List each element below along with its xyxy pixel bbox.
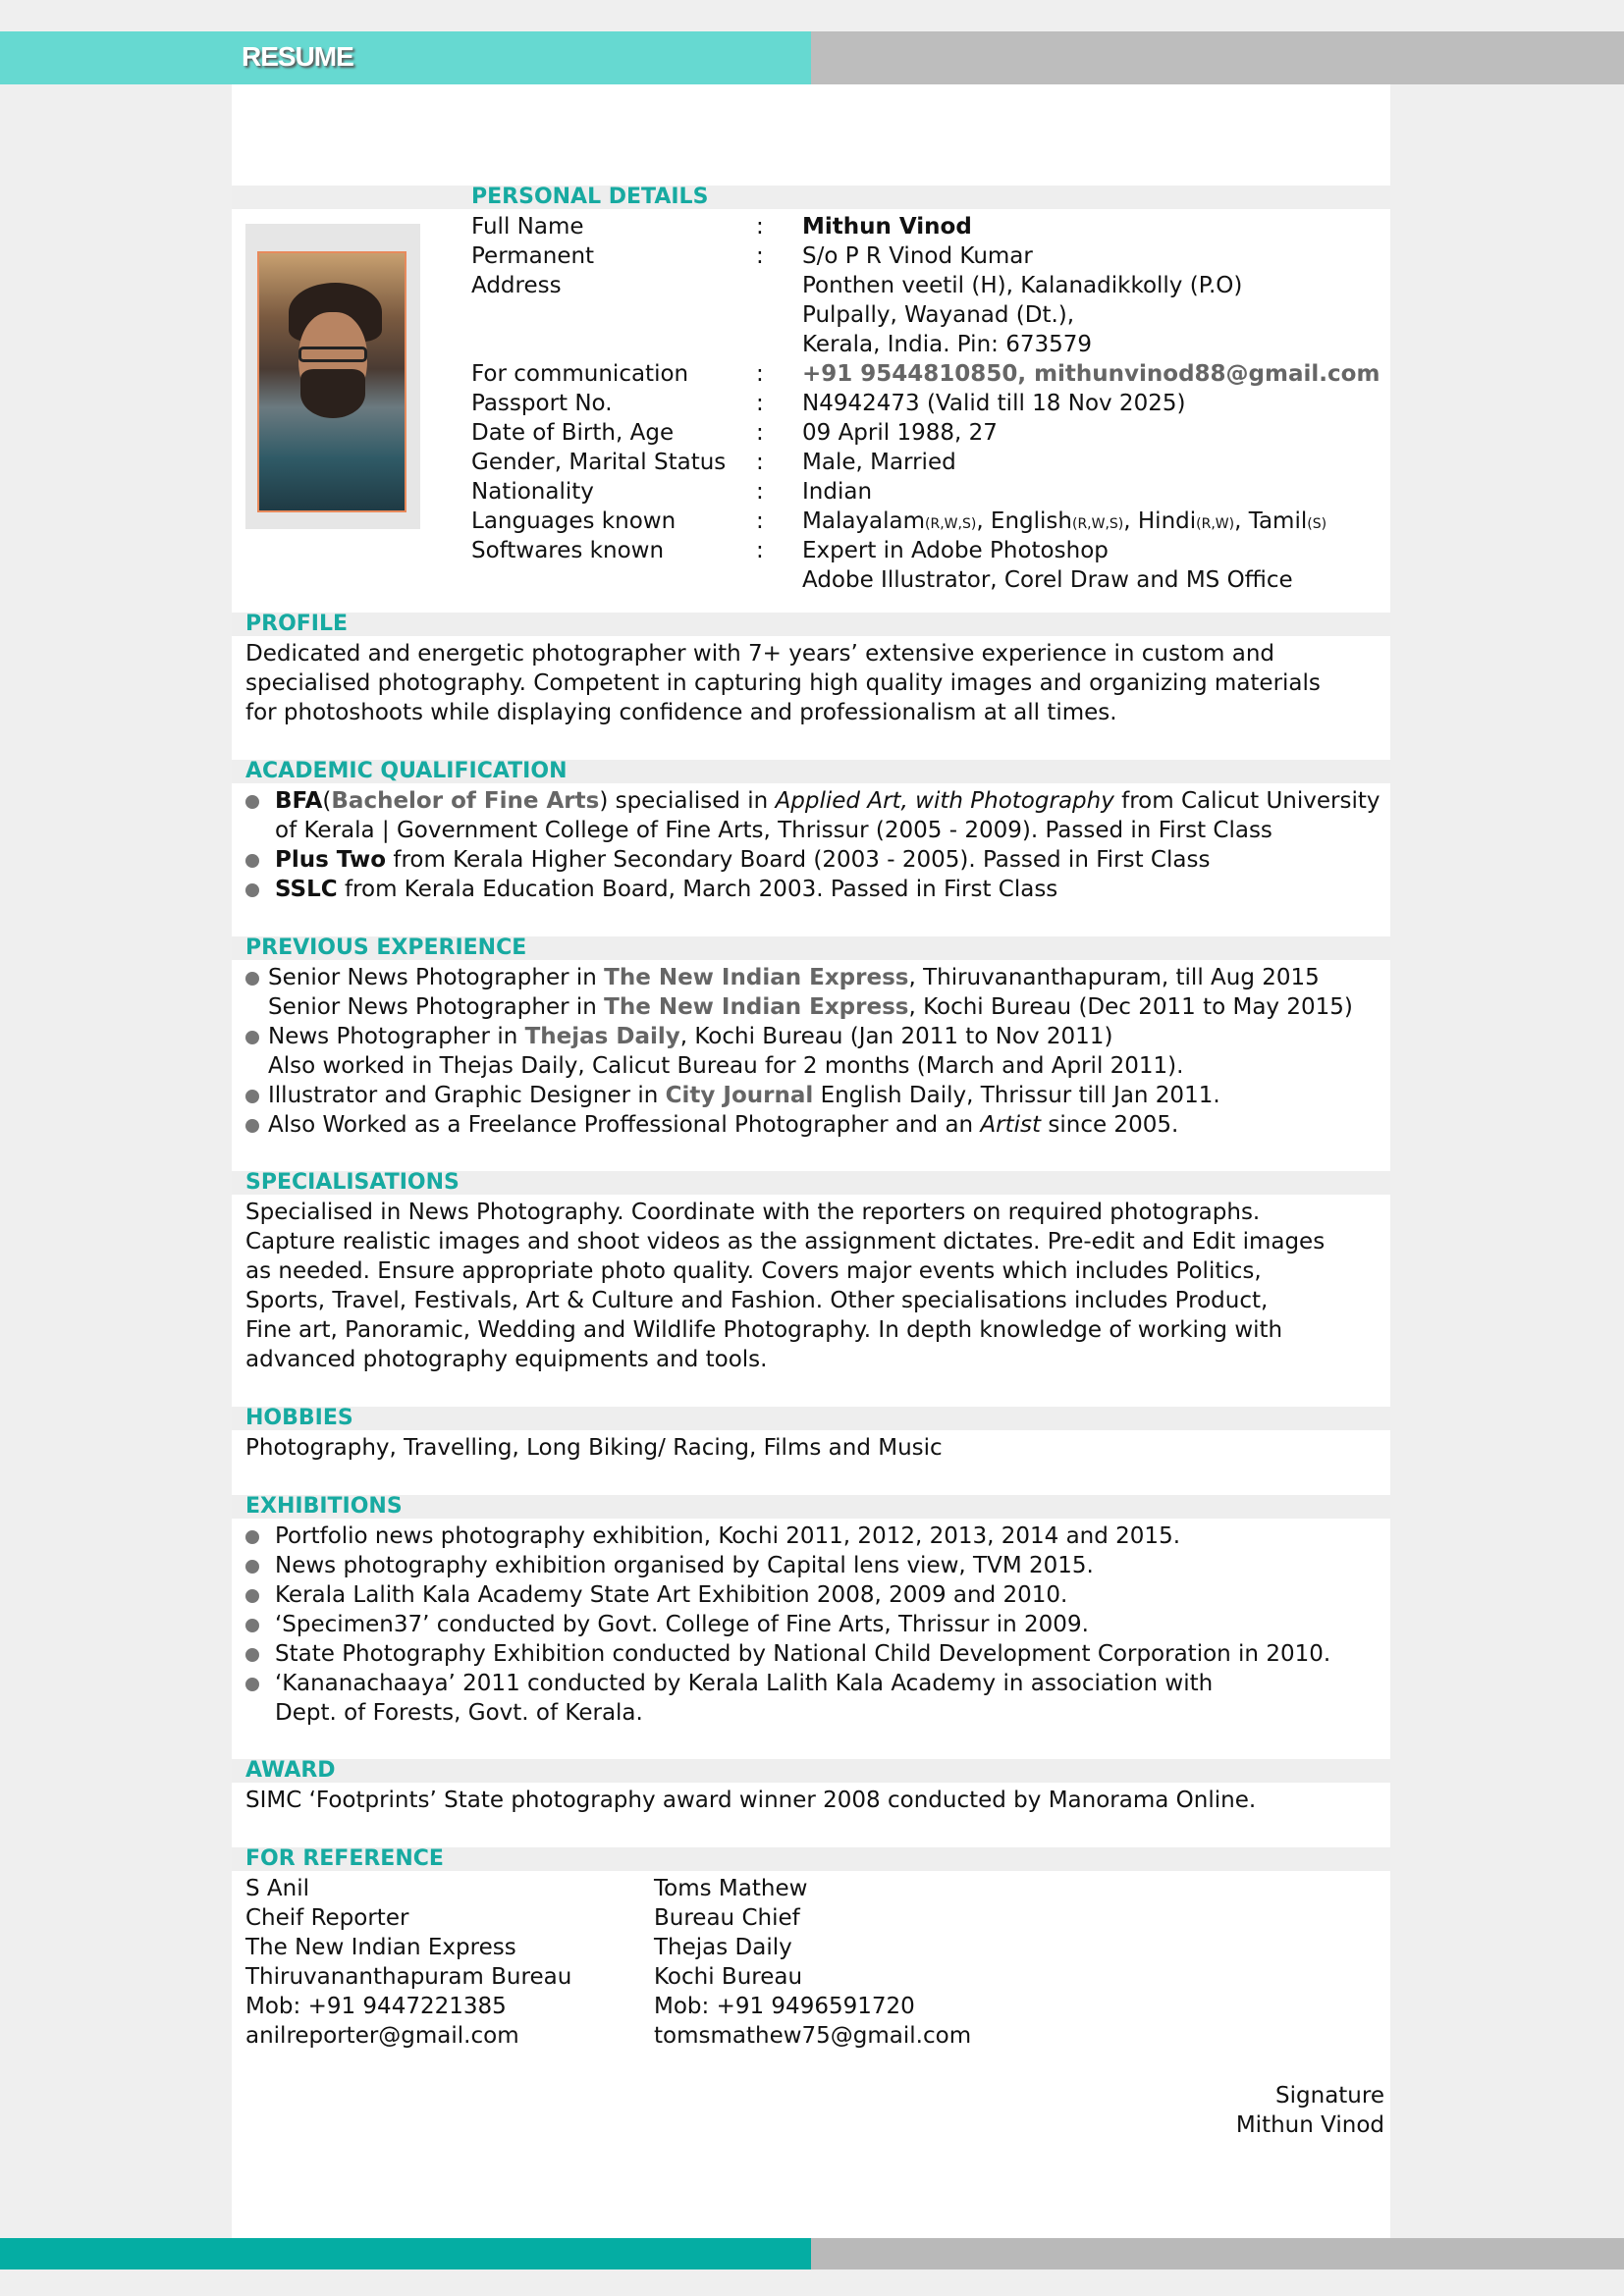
exhibitions-list xyxy=(245,1522,1330,1728)
section-band-award xyxy=(232,1759,1390,1783)
footer-bar-teal xyxy=(0,2238,811,2269)
value-segment: (R,W,S) xyxy=(925,516,977,532)
text-segment: ‘Specimen37’ conducted by Govt. College of Fine Arts, Thrissur in 2009. xyxy=(275,1612,1089,1637)
personal-value xyxy=(802,507,1326,539)
personal-value xyxy=(802,359,1380,389)
text-segment: , Kochi Bureau (Dec 2011 to May 2015) xyxy=(908,994,1353,1020)
value-segment: , English xyxy=(976,508,1072,534)
experience-list xyxy=(245,963,1353,1140)
value-segment: +91 9544810850, mithunvinod88@gmail.com xyxy=(802,361,1380,387)
text-segment: SIMC ‘Footprints’ State photography award winner 2008 conducted by Manorama Online. xyxy=(245,1788,1257,1813)
bullet-item xyxy=(245,1610,1330,1639)
colon: : xyxy=(756,243,764,269)
academic-list xyxy=(245,786,1380,904)
text-line xyxy=(245,1198,1325,1227)
value-segment: (R,W) xyxy=(1196,516,1235,532)
reference-line: Bureau Chief xyxy=(654,1905,800,1931)
bullet-item xyxy=(245,875,1380,904)
header-bar-grey xyxy=(811,31,1624,84)
reference-line: Thiruvananthapuram Bureau xyxy=(245,1964,572,1990)
reference-line: Kochi Bureau xyxy=(654,1964,803,1990)
text-segment: Capture realistic images and shoot videos as the assignment dictates. Pre-edit and Edit images xyxy=(245,1229,1326,1255)
section-band-profile xyxy=(232,613,1390,636)
text-segment: , Kochi Bureau (Jan 2011 to Nov 2011) xyxy=(679,1024,1113,1049)
colon: : xyxy=(756,538,764,563)
bullet-item xyxy=(245,1522,1330,1551)
section-title-profile: PROFILE xyxy=(245,612,349,636)
value-segment: Male, Married xyxy=(802,450,956,475)
reference-line: Thejas Daily xyxy=(654,1935,792,1960)
bullet-item xyxy=(245,1580,1330,1610)
text-line xyxy=(245,992,1353,1022)
personal-label: Gender, Marital Status xyxy=(471,450,727,475)
text-line xyxy=(245,1345,1325,1374)
value-segment: , Hindi xyxy=(1123,508,1197,534)
award-text xyxy=(245,1786,1256,1815)
text-segment: Also worked in Thejas Daily, Calicut Bureau for 2 months (March and April 2011). xyxy=(268,1053,1184,1079)
text-line xyxy=(245,1698,1330,1728)
text-segment: advanced photography equipments and tools. xyxy=(245,1347,768,1372)
personal-label: Full Name xyxy=(471,214,584,240)
section-title-personal: PERSONAL DETAILS xyxy=(471,185,709,209)
value-segment: (R,W,S) xyxy=(1071,516,1124,532)
text-line xyxy=(245,698,1321,727)
value-segment: S/o P R Vinod Kumar xyxy=(802,243,1033,269)
text-segment: ‘Kananachaaya’ 2011 conducted by Kerala Lalith Kala Academy in association with xyxy=(275,1671,1214,1696)
text-segment: The New Indian Express xyxy=(604,965,909,990)
text-segment: BFA xyxy=(275,788,323,814)
section-title-reference: FOR REFERENCE xyxy=(245,1846,444,1871)
text-segment: Fine art, Panoramic, Wedding and Wildlife Photography. In depth knowledge of working with xyxy=(245,1317,1283,1343)
section-title-experience: PREVIOUS EXPERIENCE xyxy=(245,935,527,960)
text-segment: Plus Two xyxy=(275,847,387,873)
personal-label: Languages known xyxy=(471,508,677,534)
text-segment: Illustrator and Graphic Designer in xyxy=(268,1083,666,1108)
value-segment: Expert in Adobe Photoshop xyxy=(802,538,1109,563)
text-segment: from Kerala Higher Secondary Board (2003 - 2005). Passed in First Class xyxy=(386,847,1211,873)
reference-right xyxy=(654,1874,971,2051)
reference-line: tomsmathew75@gmail.com xyxy=(654,2023,972,2049)
hobbies-text xyxy=(245,1433,943,1463)
header-bar-teal xyxy=(0,31,811,84)
text-segment: from Kerala Education Board, March 2003. Passed in First Class xyxy=(337,877,1058,902)
personal-value xyxy=(802,477,872,507)
signature-name: Mithun Vinod xyxy=(1235,2112,1384,2138)
text-segment: Thejas Daily xyxy=(524,1024,680,1049)
value-segment: Ponthen veetil (H), Kalanadikkolly (P.O) xyxy=(802,273,1243,298)
colon: : xyxy=(756,479,764,505)
colon: : xyxy=(756,420,764,446)
reference-line: Mob: +91 9447221385 xyxy=(245,1994,507,2019)
section-title-exhibitions: EXHIBITIONS xyxy=(245,1494,403,1519)
section-band-personal xyxy=(232,186,1390,209)
value-segment: Kerala, India. Pin: 673579 xyxy=(802,332,1093,357)
text-segment: from Calicut University xyxy=(1113,788,1380,814)
personal-value xyxy=(802,536,1109,565)
text-segment: ( xyxy=(322,788,332,814)
text-line xyxy=(245,816,1380,845)
text-line xyxy=(245,1315,1325,1345)
bullet-item xyxy=(245,1639,1330,1669)
profile-photo xyxy=(257,251,406,512)
bullet-item xyxy=(245,963,1353,992)
reference-line: anilreporter@gmail.com xyxy=(245,2023,519,2049)
text-segment: News photography exhibition organised by Capital lens view, TVM 2015. xyxy=(275,1553,1094,1578)
personal-value xyxy=(802,330,1092,359)
value-segment: Adobe Illustrator, Corel Draw and MS Office xyxy=(802,567,1293,593)
text-segment: Kerala Lalith Kala Academy State Art Exhibition 2008, 2009 and 2010. xyxy=(275,1582,1068,1608)
bullet-item xyxy=(245,845,1380,875)
text-segment: since 2005. xyxy=(1041,1112,1179,1138)
bullet-item xyxy=(245,1669,1330,1698)
footer-bar-grey xyxy=(811,2238,1624,2269)
text-line xyxy=(245,1256,1325,1286)
resume-title: RESUME xyxy=(242,41,353,72)
text-segment: State Photography Exhibition conducted by National Child Development Corporation in 2010. xyxy=(275,1641,1331,1667)
personal-label: Date of Birth, Age xyxy=(471,420,675,446)
personal-label: Passport No. xyxy=(471,391,613,416)
text-segment: ) specialised in xyxy=(599,788,776,814)
colon: : xyxy=(756,361,764,387)
bullet-item xyxy=(245,1081,1353,1110)
section-title-hobbies: HOBBIES xyxy=(245,1406,353,1430)
reference-line: Cheif Reporter xyxy=(245,1905,409,1931)
reference-line: Toms Mathew xyxy=(654,1876,808,1901)
signature-label: Signature xyxy=(1275,2083,1384,2109)
text-line xyxy=(245,639,1321,668)
personal-value xyxy=(802,565,1293,595)
value-segment: , Tamil xyxy=(1234,508,1308,534)
text-segment: , Thiruvananthapuram, till Aug 2015 xyxy=(908,965,1320,990)
personal-label: For communication xyxy=(471,361,689,387)
section-band-hobbies xyxy=(232,1407,1390,1430)
text-segment: specialised photography. Competent in capturing high quality images and organizing materials xyxy=(245,670,1321,696)
text-segment: Specialised in News Photography. Coordinate with the reporters on required photographs. xyxy=(245,1200,1261,1225)
bullet-item xyxy=(245,1110,1353,1140)
text-segment: The New Indian Express xyxy=(604,994,909,1020)
value-segment: N4942473 (Valid till 18 Nov 2025) xyxy=(802,391,1186,416)
text-line xyxy=(245,1786,1256,1815)
text-segment: Bachelor of Fine Arts xyxy=(331,788,600,814)
text-line xyxy=(245,668,1321,698)
personal-label: Softwares known xyxy=(471,538,665,563)
value-segment: Malayalam xyxy=(802,508,926,534)
text-segment: Senior News Photographer in xyxy=(268,965,605,990)
reference-line: S Anil xyxy=(245,1876,310,1901)
section-title-award: AWARD xyxy=(245,1758,336,1783)
colon: : xyxy=(756,508,764,534)
personal-label: Address xyxy=(471,273,562,298)
personal-value xyxy=(802,212,972,241)
text-segment: News Photographer in xyxy=(268,1024,525,1049)
text-segment: Portfolio news photography exhibition, Kochi 2011, 2012, 2013, 2014 and 2015. xyxy=(275,1523,1181,1549)
value-segment: (S) xyxy=(1307,516,1327,532)
text-segment: City Journal xyxy=(665,1083,814,1108)
profile-text xyxy=(245,639,1321,727)
text-segment: Senior News Photographer in xyxy=(268,994,605,1020)
value-segment: 09 April 1988, 27 xyxy=(802,420,998,446)
text-segment: as needed. Ensure appropriate photo quality. Covers major events which includes Politics, xyxy=(245,1258,1262,1284)
personal-value xyxy=(802,448,956,477)
text-line xyxy=(245,1227,1325,1256)
bullet-item xyxy=(245,1022,1353,1051)
colon: : xyxy=(756,450,764,475)
text-segment: SSLC xyxy=(275,877,338,902)
text-segment: Also Worked as a Freelance Proffessional Photographer and an xyxy=(268,1112,981,1138)
section-title-academic: ACADEMIC QUALIFICATION xyxy=(245,759,568,783)
text-segment: for photoshoots while displaying confidence and professionalism at all times. xyxy=(245,700,1117,725)
text-line xyxy=(245,1051,1353,1081)
bullet-item xyxy=(245,1551,1330,1580)
personal-value xyxy=(802,418,998,448)
personal-label: Nationality xyxy=(471,479,594,505)
personal-value xyxy=(802,300,1074,330)
section-band-exhibitions xyxy=(232,1495,1390,1519)
section-title-specialisations: SPECIALISATIONS xyxy=(245,1170,460,1195)
text-line xyxy=(245,1286,1325,1315)
text-segment: Dept. of Forests, Govt. of Kerala. xyxy=(275,1700,643,1726)
colon: : xyxy=(756,214,764,240)
personal-label: Permanent xyxy=(471,243,595,269)
reference-line: Mob: +91 9496591720 xyxy=(654,1994,915,2019)
text-segment: of Kerala | Government College of Fine Arts, Thrissur (2005 - 2009). Passed in First Class xyxy=(275,818,1272,843)
colon: : xyxy=(756,391,764,416)
text-segment: Applied Art, with Photography xyxy=(775,788,1114,814)
reference-line: The New Indian Express xyxy=(245,1935,516,1960)
value-segment: Mithun Vinod xyxy=(802,214,972,240)
text-line xyxy=(245,1433,943,1463)
text-segment: Photography, Travelling, Long Biking/ Racing, Films and Music xyxy=(245,1435,943,1461)
bullet-item xyxy=(245,786,1380,816)
value-segment: Pulpally, Wayanad (Dt.), xyxy=(802,302,1075,328)
specialisations-text xyxy=(245,1198,1325,1374)
personal-value xyxy=(802,241,1033,271)
text-segment: Dedicated and energetic photographer with 7+ years’ extensive experience in custom and xyxy=(245,641,1275,667)
personal-value xyxy=(802,389,1185,418)
reference-left xyxy=(245,1874,571,2051)
value-segment: Indian xyxy=(802,479,873,505)
personal-value xyxy=(802,271,1242,300)
text-segment: Artist xyxy=(980,1112,1042,1138)
text-segment: Sports, Travel, Festivals, Art & Culture and Fashion. Other specialisations includes Product, xyxy=(245,1288,1269,1313)
text-segment: English Daily, Thrissur till Jan 2011. xyxy=(813,1083,1220,1108)
